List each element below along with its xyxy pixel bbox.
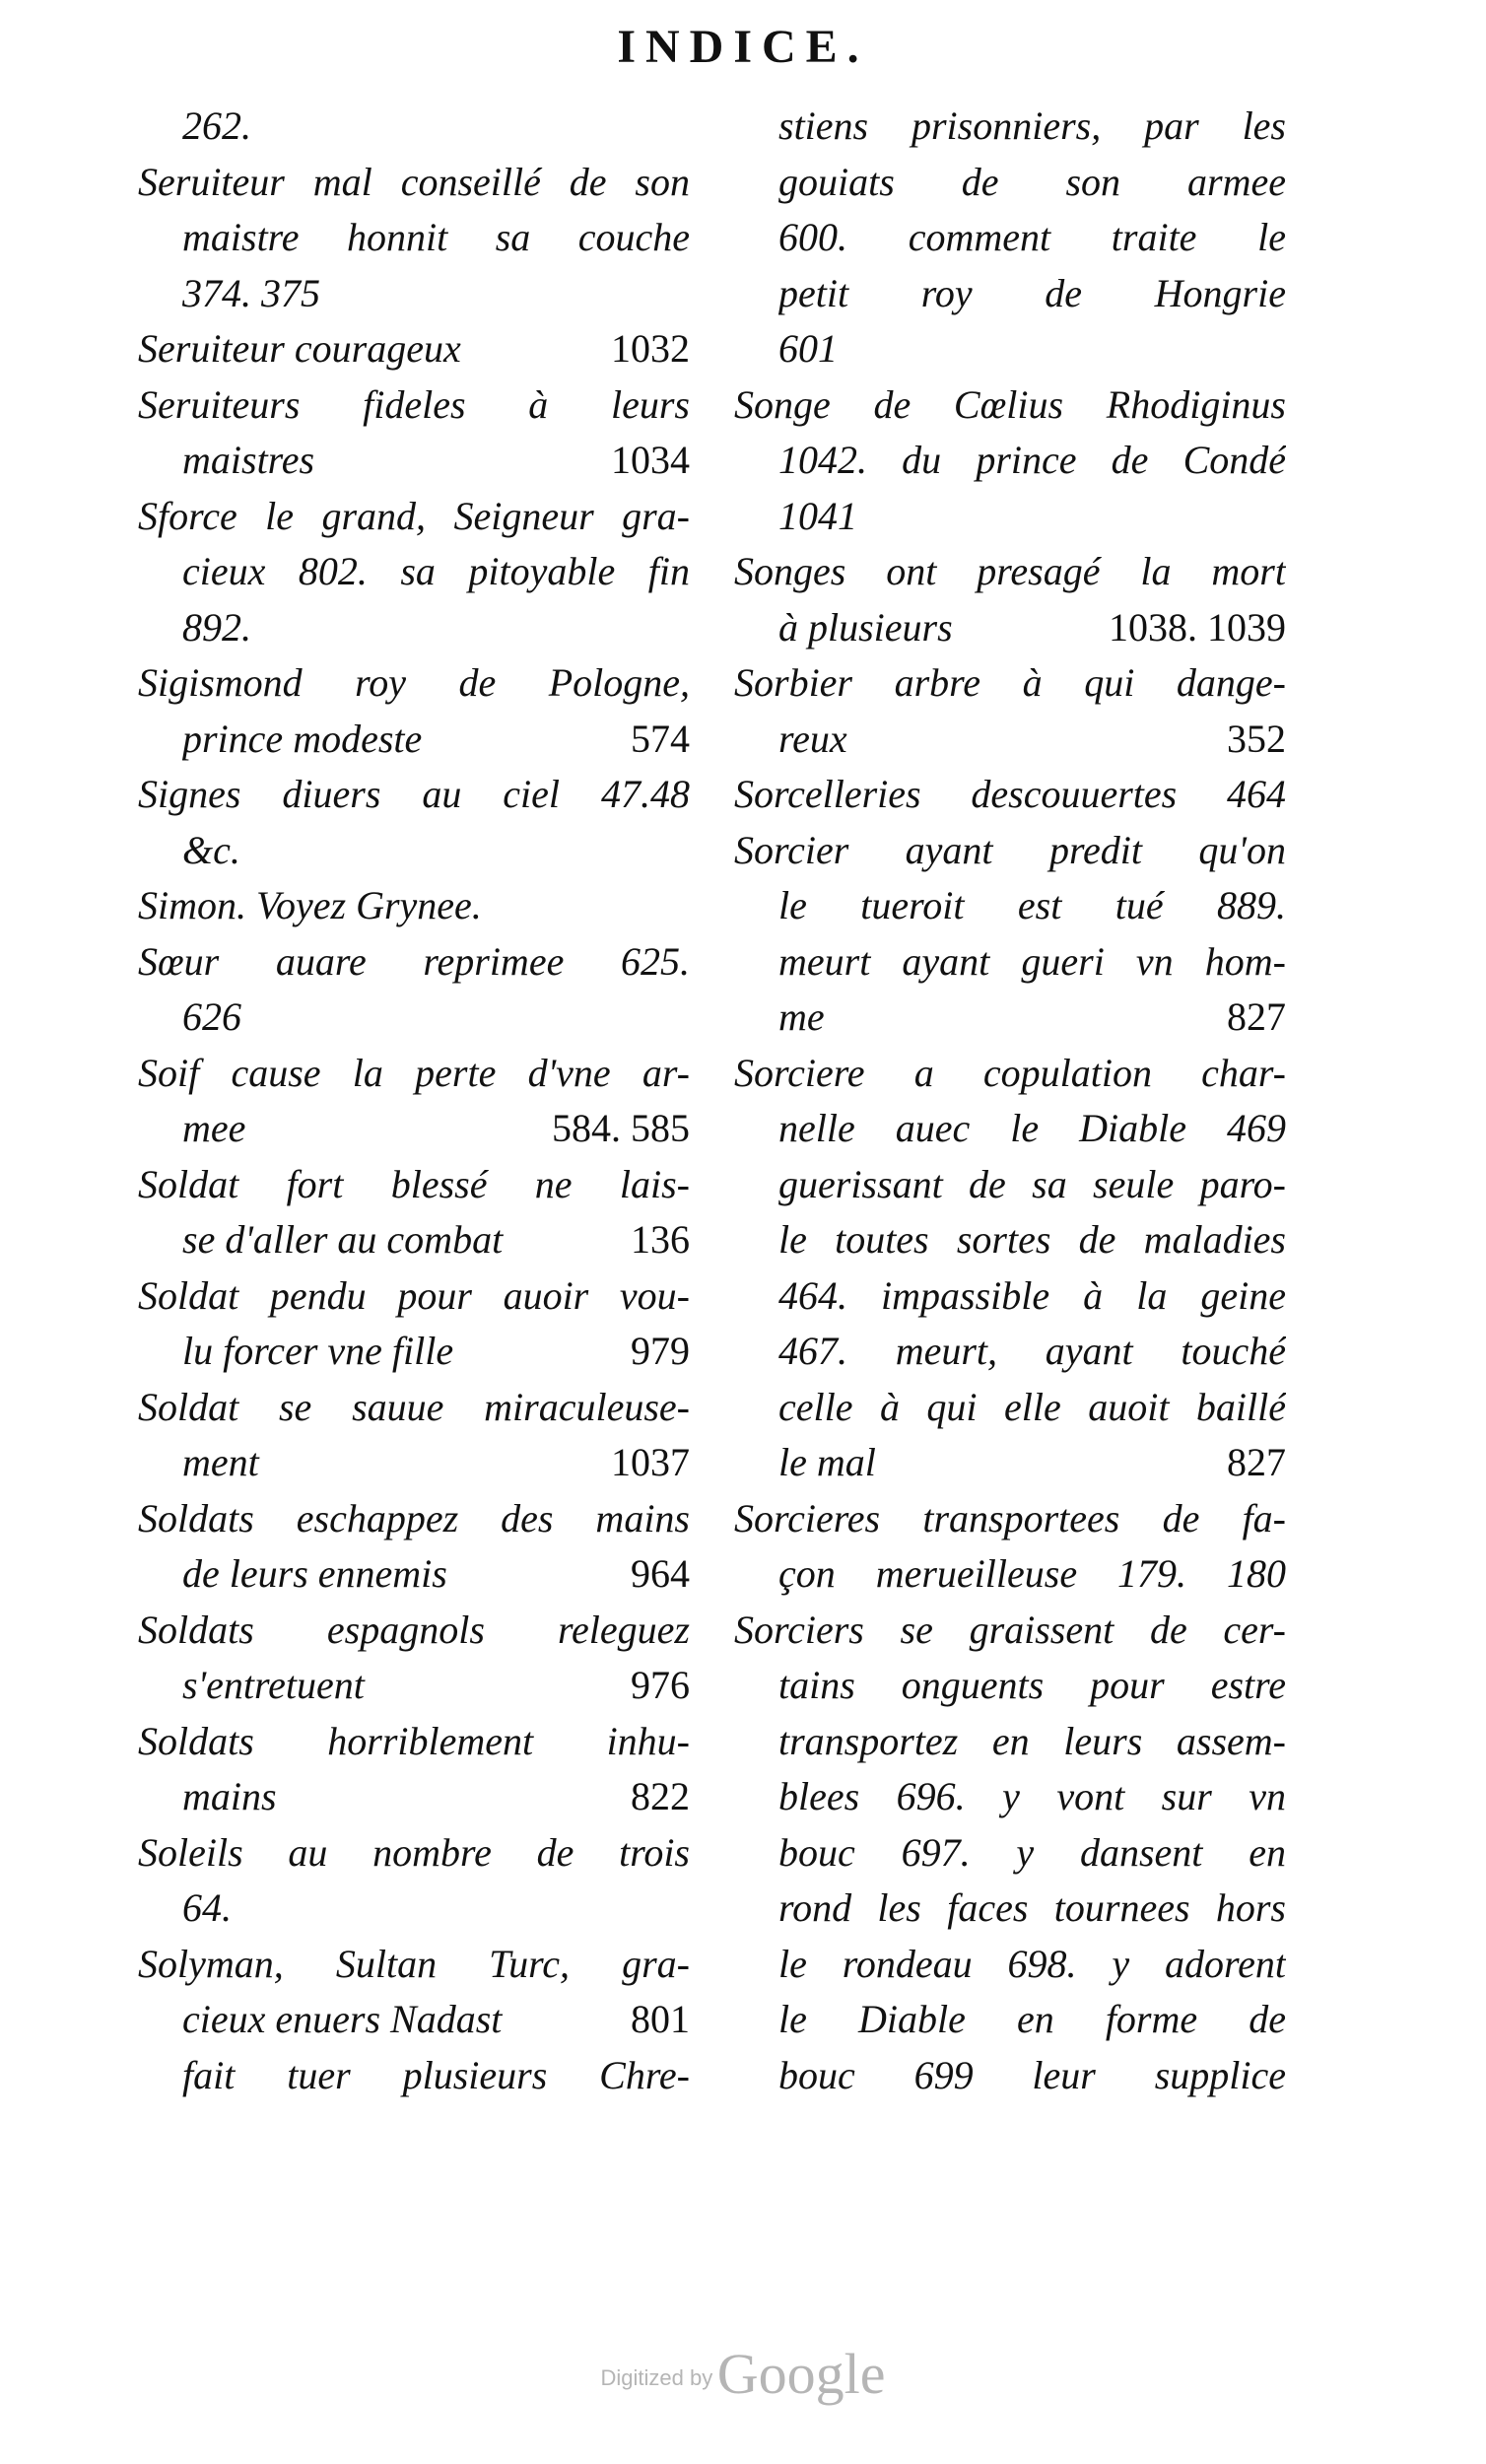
index-page-number: 827 bbox=[1227, 994, 1286, 1039]
index-entry-line bbox=[734, 377, 1286, 434]
index-entry-line bbox=[734, 990, 1286, 1046]
index-entry-line bbox=[734, 934, 1286, 991]
index-entry-text: ment bbox=[182, 1440, 259, 1484]
index-entry-text: cieux 802. sa pitoyable fin bbox=[182, 549, 690, 593]
index-page-number: 574 bbox=[631, 716, 690, 761]
index-entry-text: 467. meurt, ayant touché bbox=[778, 1329, 1286, 1373]
index-entry-text: rond les faces tournees hors bbox=[778, 1885, 1286, 1930]
index-entry-line bbox=[734, 1435, 1286, 1491]
index-entry-text: Soif cause la perte d'vne ar- bbox=[138, 1050, 690, 1095]
index-entry-line bbox=[734, 878, 1286, 934]
index-entry-line bbox=[734, 1157, 1286, 1213]
digitized-watermark bbox=[0, 2341, 1486, 2407]
google-logo-text: Google bbox=[716, 2342, 886, 2406]
index-entry-text: le toutes sortes de maladies bbox=[778, 1217, 1286, 1262]
index-entry-line bbox=[734, 544, 1286, 600]
index-entry-text: Solyman, Sultan Turc, gra- bbox=[138, 1941, 690, 1986]
index-entry-text: Sorciers se graissent de cer- bbox=[734, 1607, 1286, 1652]
index-entry-line bbox=[734, 1603, 1286, 1659]
index-entry-text: Soldat se sauue miraculeuse- bbox=[138, 1384, 690, 1429]
index-page-number: 1037 bbox=[611, 1440, 690, 1484]
index-entry-line bbox=[734, 1714, 1286, 1770]
index-entry-text: 601 bbox=[778, 326, 838, 371]
index-entry-line bbox=[138, 1380, 690, 1436]
index-entry-line bbox=[138, 433, 690, 489]
index-entry-text: celle à qui elle auoit baillé bbox=[778, 1384, 1286, 1429]
index-entry-line bbox=[138, 377, 690, 434]
index-entry-line bbox=[734, 1046, 1286, 1102]
index-entry-text: gouiats de son armee bbox=[778, 159, 1286, 204]
index-entry-text: maistre honnit sa couche bbox=[182, 215, 690, 259]
index-entry-line bbox=[138, 823, 690, 879]
index-entry-line bbox=[138, 712, 690, 768]
index-entry-line bbox=[138, 1157, 690, 1213]
index-page-number: 1032 bbox=[611, 326, 690, 371]
index-entry-text: le Diable en forme de bbox=[778, 1997, 1286, 2041]
index-entry-line bbox=[138, 767, 690, 823]
index-entry-text: le tueroit est tué 889. bbox=[778, 883, 1286, 927]
index-page-number: 352 bbox=[1227, 716, 1286, 761]
index-entry-text: Soldat fort blessé ne lais- bbox=[138, 1161, 690, 1206]
index-entry-text: le mal bbox=[778, 1440, 876, 1484]
index-entry-text: mee bbox=[182, 1106, 246, 1150]
index-column-right bbox=[734, 99, 1286, 2103]
index-entry-line bbox=[138, 321, 690, 377]
index-entry-text: çon merueilleuse 179. 180 bbox=[778, 1551, 1286, 1596]
index-entry-line bbox=[138, 1046, 690, 1102]
index-entry-text: Sorcelleries descouuertes 464 bbox=[734, 772, 1286, 816]
index-entry-line bbox=[734, 1324, 1286, 1380]
index-entry-text: stiens prisonniers, par les bbox=[778, 103, 1286, 148]
index-entry-line bbox=[138, 1101, 690, 1157]
index-entry-line bbox=[734, 321, 1286, 377]
index-entry-text: Seruiteur courageux bbox=[138, 326, 461, 371]
index-entry-text: Simon. Voyez Grynee. bbox=[138, 883, 482, 927]
index-entry-line bbox=[138, 1937, 690, 1993]
index-entry-text: cieux enuers Nadast bbox=[182, 1997, 503, 2041]
index-entry-line bbox=[138, 600, 690, 656]
index-entry-line bbox=[138, 1714, 690, 1770]
index-entry-line bbox=[734, 1881, 1286, 1937]
index-entry-line bbox=[138, 1881, 690, 1937]
index-entry-text: 1042. du prince de Condé bbox=[778, 438, 1286, 482]
index-entry-text: Soldats eschappez des mains bbox=[138, 1495, 690, 1540]
index-entry-text: à plusieurs bbox=[778, 604, 953, 650]
index-entry-text: Songes ont presagé la mort bbox=[734, 549, 1286, 593]
index-entry-text: tains onguents pour estre bbox=[778, 1663, 1286, 1707]
index-entry-text: lu forcer vne fille bbox=[182, 1329, 454, 1373]
index-entry-line bbox=[734, 712, 1286, 768]
index-page-number: 136 bbox=[631, 1217, 690, 1262]
index-entry-line bbox=[138, 489, 690, 545]
index-entry-text: Soldat pendu pour auoir vou- bbox=[138, 1272, 690, 1318]
index-entry-line bbox=[734, 823, 1286, 879]
index-page-number: 1038. 1039 bbox=[1109, 604, 1286, 650]
index-entry-line bbox=[138, 1992, 690, 2048]
index-entry-line bbox=[138, 210, 690, 266]
index-entry-line bbox=[138, 990, 690, 1046]
index-page-number: 801 bbox=[631, 1997, 690, 2041]
index-entry-text: mains bbox=[182, 1774, 277, 1818]
index-page-number: 964 bbox=[631, 1551, 690, 1596]
index-column-left bbox=[138, 99, 690, 2103]
index-entry-text: le rondeau 698. y adorent bbox=[778, 1941, 1286, 1986]
index-entry-line bbox=[734, 1992, 1286, 2048]
index-entry-text: Sorciere a copulation char- bbox=[734, 1050, 1286, 1095]
index-entry-line bbox=[138, 655, 690, 712]
index-entry-line bbox=[734, 1380, 1286, 1436]
index-entry-line bbox=[734, 1769, 1286, 1825]
index-entry-text: prince modeste bbox=[182, 716, 423, 761]
index-entry-line bbox=[138, 1324, 690, 1380]
index-entry-line bbox=[734, 1937, 1286, 1993]
index-entry-text: Sforce le grand, Seigneur gra- bbox=[138, 493, 690, 538]
index-entry-text: Signes diuers au ciel 47.48 bbox=[138, 772, 690, 816]
index-entry-text: reux bbox=[778, 716, 847, 761]
index-entry-text: Sorcier ayant predit qu'on bbox=[734, 827, 1286, 872]
index-page-number: 979 bbox=[631, 1329, 690, 1373]
digitized-by-text: Digitized by bbox=[600, 2365, 713, 2390]
index-entry-text: Soleils au nombre de trois bbox=[138, 1829, 690, 1875]
index-page-number: 822 bbox=[631, 1774, 690, 1818]
index-entry-text: bouc 697. y dansent en bbox=[778, 1829, 1286, 1875]
index-entry-text: Seruiteur mal conseillé de son bbox=[138, 159, 690, 204]
index-entry-line bbox=[138, 1268, 690, 1325]
index-entry-line bbox=[734, 1268, 1286, 1325]
index-entry-line bbox=[734, 1101, 1286, 1157]
index-entry-text: 600. comment traite le bbox=[778, 215, 1286, 259]
index-page-number: 827 bbox=[1227, 1440, 1286, 1484]
index-entry-text: Soldats espagnols releguez bbox=[138, 1607, 690, 1652]
index-entry-line bbox=[138, 266, 690, 322]
index-entry-text: Sorbier arbre à qui dange- bbox=[734, 660, 1286, 705]
index-entry-line bbox=[138, 155, 690, 211]
index-entry-text: Songe de Cœlius Rhodiginus bbox=[734, 381, 1286, 427]
index-entry-text: &c. bbox=[182, 827, 240, 872]
index-page-number: 1034 bbox=[611, 438, 690, 482]
index-entry-line bbox=[734, 1825, 1286, 1882]
index-entry-line bbox=[138, 1825, 690, 1882]
index-entry-text: Soldats horriblement inhu- bbox=[138, 1718, 690, 1763]
index-entry-line bbox=[138, 99, 690, 155]
index-entry-text: nelle auec le Diable 469 bbox=[778, 1106, 1286, 1150]
index-entry-text: se d'aller au combat bbox=[182, 1217, 504, 1262]
index-entry-text: 1041 bbox=[778, 493, 857, 538]
index-entry-text: de leurs ennemis bbox=[182, 1551, 447, 1596]
index-entry-line bbox=[734, 600, 1286, 656]
index-entry-line bbox=[734, 433, 1286, 489]
page-title: INDICE. bbox=[617, 21, 869, 73]
index-entry-line bbox=[734, 1212, 1286, 1268]
index-entry-line bbox=[734, 655, 1286, 712]
index-entry-text: meurt ayant gueri vn hom- bbox=[778, 938, 1286, 984]
index-entry-line bbox=[734, 266, 1286, 322]
index-entry-line bbox=[734, 1658, 1286, 1714]
index-entry-line bbox=[734, 489, 1286, 545]
index-entry-text: Seruiteurs fideles à leurs bbox=[138, 381, 690, 427]
index-entry-text: 262. bbox=[182, 103, 251, 148]
index-entry-line bbox=[734, 99, 1286, 155]
index-entry-text: blees 696. y vont sur vn bbox=[778, 1774, 1286, 1818]
index-entry-text: guerissant de sa seule paro- bbox=[778, 1161, 1286, 1206]
index-entry-line bbox=[734, 155, 1286, 211]
index-entry-text: transportez en leurs assem- bbox=[778, 1718, 1286, 1763]
index-entry-text: maistres bbox=[182, 438, 315, 482]
index-entry-text: fait tuer plusieurs Chre- bbox=[182, 2052, 690, 2097]
index-page-number: 584. 585 bbox=[552, 1106, 690, 1150]
index-entry-line bbox=[734, 1491, 1286, 1547]
index-entry-line bbox=[138, 1769, 690, 1825]
index-entry-line bbox=[734, 767, 1286, 823]
index-entry-text: 374. 375 bbox=[182, 270, 320, 315]
index-entry-line bbox=[138, 1603, 690, 1659]
index-entry-line bbox=[138, 1212, 690, 1268]
index-entry-text: 892. bbox=[182, 604, 251, 650]
index-entry-line bbox=[138, 1435, 690, 1491]
index-entry-text: Sœur auare reprimee 625. bbox=[138, 938, 690, 984]
index-entry-text: Sorcieres transportees de fa- bbox=[734, 1495, 1286, 1540]
index-entry-text: 464. impassible à la geine bbox=[778, 1272, 1286, 1318]
index-entry-line bbox=[138, 878, 690, 934]
index-entry-line bbox=[138, 2048, 690, 2104]
index-entry-line bbox=[138, 1658, 690, 1714]
index-entry-text: bouc 699 leur supplice bbox=[778, 2052, 1286, 2097]
index-entry-line bbox=[734, 210, 1286, 266]
index-entry-line bbox=[138, 1546, 690, 1603]
index-entry-text: petit roy de Hongrie bbox=[778, 270, 1286, 315]
index-entry-text: 626 bbox=[182, 994, 241, 1039]
index-entry-line bbox=[138, 934, 690, 991]
index-page-number: 976 bbox=[631, 1663, 690, 1707]
index-entry-text: 64. bbox=[182, 1885, 232, 1930]
index-entry-text: s'entretuent bbox=[182, 1663, 365, 1707]
index-entry-line bbox=[138, 544, 690, 600]
index-entry-line bbox=[138, 1491, 690, 1547]
index-entry-text: me bbox=[778, 994, 825, 1039]
index-entry-text: Sigismond roy de Pologne, bbox=[138, 660, 690, 705]
index-entry-line bbox=[734, 1546, 1286, 1603]
index-entry-line bbox=[734, 2048, 1286, 2104]
